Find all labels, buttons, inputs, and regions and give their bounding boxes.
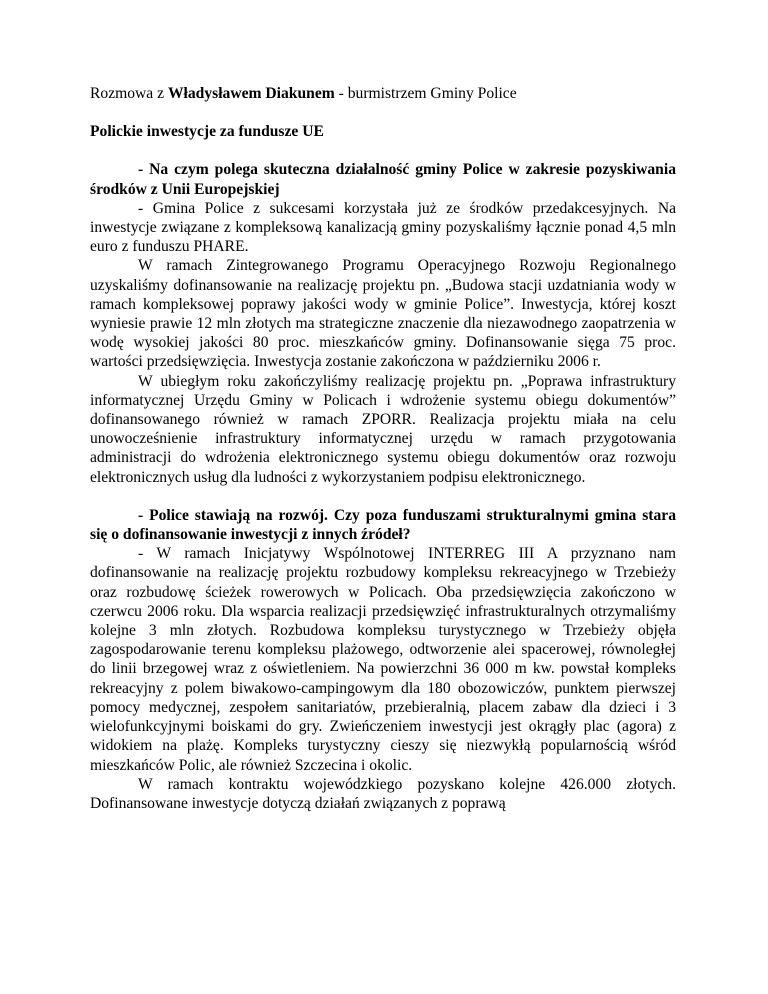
answer-1-paragraph-1: - Gmina Police z sukcesami korzystała już ze środków przedakcesyjnych. Na inwestycje związane z kompleksową kanalizacją gminy pozyskaliśmy łącznie ponad 4,5 mln euro z funduszu PHARE. bbox=[90, 199, 676, 256]
interview-subtitle bbox=[90, 84, 676, 103]
question-1: - Na czym polega skuteczna działalność gminy Police w zakresie pozyskiwania środków z Unii Europejskiej bbox=[90, 161, 676, 198]
question-2: - Police stawiają na rozwój. Czy poza funduszami strukturalnymi gmina stara się o dofinansowanie inwestycji z innych źródeł? bbox=[90, 506, 676, 544]
subtitle-suffix: - burmistrzem Gminy Police bbox=[334, 85, 517, 102]
interviewee-name: Władysławem Diakunem bbox=[167, 85, 335, 102]
qa-section-1 bbox=[90, 160, 676, 486]
answer-2-paragraph-1: - W ramach Inicjatywy Wspólnotowej INTERREG III A przyznano nam dofinansowanie na realizację projektu rozbudowy kompleksu rekreacyjnego w Trzebieży oraz rozbudowę ścieżek rowerowych w Policach. Oba przedsięwzięcia zakończono w czerwcu 2006 roku. Dla wsparcia realizacji przedsięwzięć infrastrukturalnych otrzymaliśmy kolejne 3 mln złotych. Rozbudowa kompleksu turystycznego w Trzebieży objęła zagospodarowanie terenu kompleksu plażowego, odtworzenie alei spacerowej, równoległej do linii brzegowej wraz z oświetleniem. Na powierzchni 36 000 m kw. powstał kompleks rekreacyjny z polem biwakowo-campingowym dla 180 obozowiczów, punktem pierwszej pomocy medycznej, zespołem sanitariatów, przebieralnią, placem zabaw dla dzieci i 3 wielofunkcyjnymi boiskami do gry. Zwieńczeniem inwestycji jest okrągły plac (agora) z widokiem na plażę. Kompleks turystyczny cieszy się niezwykłą popularnością wśród mieszkańców Polic, ale również Szczecina i okolic. bbox=[90, 545, 676, 774]
qa-section-2 bbox=[90, 506, 676, 813]
answer-2-paragraph-2: W ramach kontraktu wojewódzkiego pozyskano kolejne 426.000 złotych. Dofinansowane inwestycje dotyczą działań związanych z poprawą bbox=[90, 775, 676, 812]
answer-1-paragraph-2: W ramach Zintegrowanego Programu Operacyjnego Rozwoju Regionalnego uzyskaliśmy dofinansowanie na realizację projektu pn. „Budowa stacji uzdatniania wody w ramach kompleksowej poprawy jakości wody w gminie Police”. Inwestycja, której koszt wyniesie prawie 12 mln złotych ma strategiczne znaczenie dla niezawodnego zaopatrzenia w wodę wysokiej jakości 80 proc. mieszkańców gminy. Dofinansowanie sięga 75 proc. wartości przedsięwzięcia. Inwestycja zostanie zakończona w październiku 2006 r. bbox=[90, 257, 676, 371]
subtitle-prefix: Rozmowa z bbox=[90, 85, 168, 102]
answer-1-paragraph-3: W ubiegłym roku zakończyliśmy realizację projektu pn. „Poprawa infrastruktury informatycznej Urzędu Gminy w Policach i wdrożenie systemu obiegu dokumentów” dofinansowanego również w ramach ZPORR. Realizacja projektu miała na celu unowocześnienie infrastruktury informatycznej urzędu w ramach przygotowania administracji do wdrożenia elektronicznego systemu obiegu dokumentów oraz rozwoju elektronicznych usług dla ludności z wykorzystaniem podpisu elektronicznego. bbox=[90, 372, 676, 486]
document-page bbox=[90, 84, 676, 832]
article-title: Polickie inwestycje za fundusze UE bbox=[90, 123, 324, 141]
